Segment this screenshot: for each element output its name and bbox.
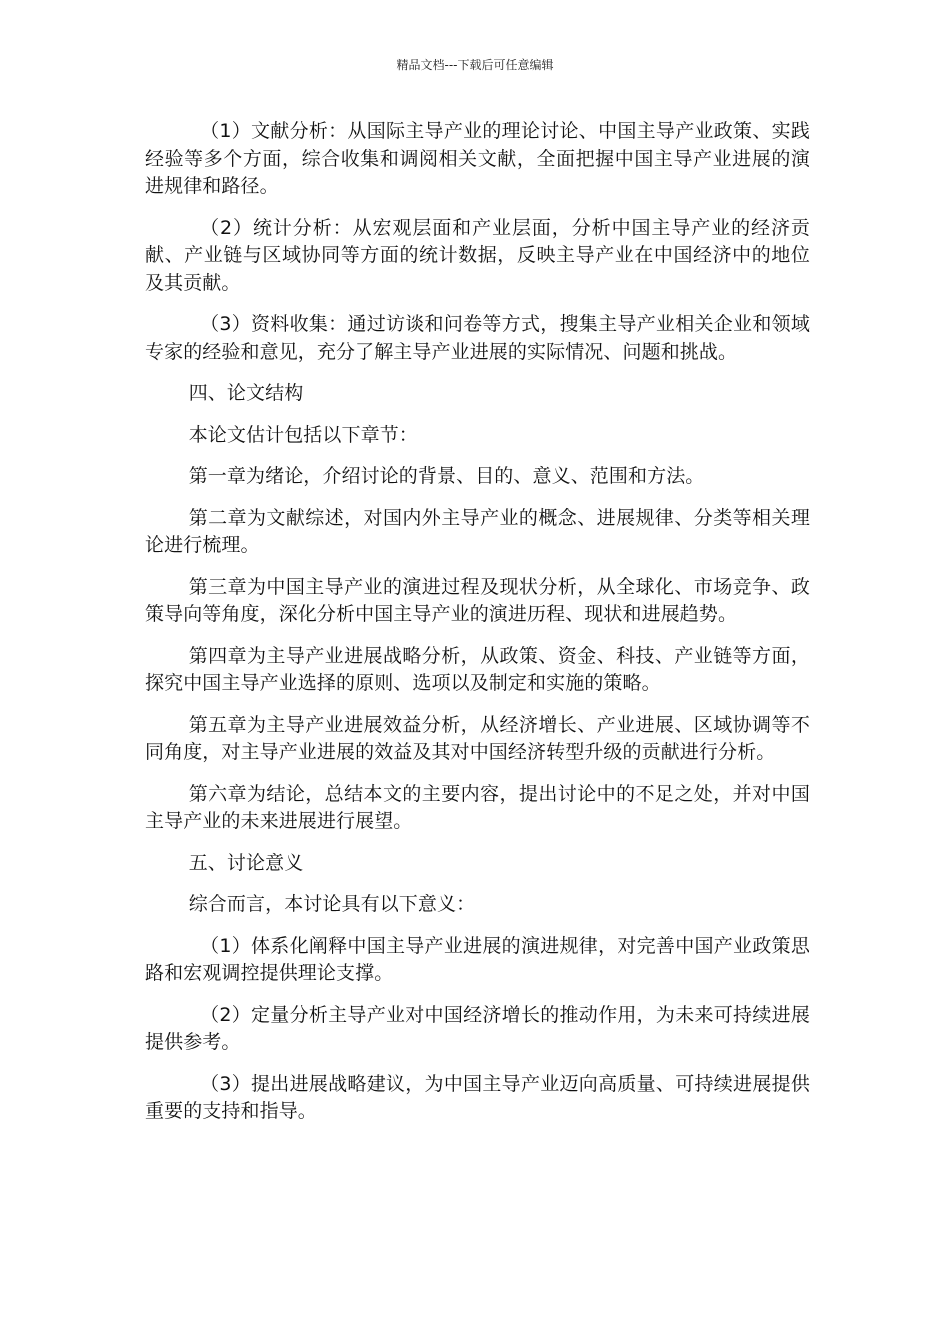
paragraph-significance-3: （3）提出进展战略建议，为中国主导产业迈向高质量、可持续进展提供重要的支持和指导。 — [145, 1072, 810, 1122]
paragraph-chapter-1: 第一章为绪论，介绍讨论的背景、目的、意义、范围和方法。 — [188, 465, 705, 487]
paragraph-chapter-4: 第四章为主导产业进展战略分析，从政策、资金、科技、产业链等方面，探究中国主导产业选择的原则、选项以及制定和实施的策略。 — [145, 644, 810, 694]
document-body — [145, 118, 810, 1140]
paragraph-structure-intro: 本论文估计包括以下章节： — [188, 423, 418, 446]
paragraph-method-data-collection: （3）资料收集：通过访谈和问卷等方式，搜集主导产业相关企业和领域专家的经验和意见，充分了解主导产业进展的实际情况、问题和挑战。 — [145, 313, 810, 363]
paragraph-chapter-3: 第三章为中国主导产业的演进过程及现状分析，从全球化、市场竞争、政策导向等角度，深化分析中国主导产业的演进历程、现状和进展趋势。 — [145, 575, 810, 625]
page-header: 精品文档---下载后可任意编辑 — [396, 58, 554, 72]
section-heading-significance: 五、讨论意义 — [188, 851, 304, 874]
paragraph-significance-1: （1）体系化阐释中国主导产业进展的演进规律，对完善中国产业政策思路和宏观调控提供理论支撑。 — [145, 934, 810, 984]
paragraph-chapter-5: 第五章为主导产业进展效益分析，从经济增长、产业进展、区域协调等不同角度，对主导产业进展的效益及其对中国经济转型升级的贡献进行分析。 — [145, 713, 810, 763]
section-heading-structure: 四、论文结构 — [188, 382, 304, 404]
paragraph-chapter-6: 第六章为结论，总结本文的主要内容，提出讨论中的不足之处，并对中国主导产业的未来进展进行展望。 — [145, 782, 810, 832]
paragraph-significance-2: （2）定量分析主导产业对中国经济增长的推动作用，为未来可持续进展提供参考。 — [145, 1003, 810, 1053]
paragraph-method-statistics: （2）统计分析：从宏观层面和产业层面，分析中国主导产业的经济贡献、产业链与区域协同等方面的统计数据，反映主导产业在中国经济中的地位及其贡献。 — [145, 216, 810, 294]
paragraph-significance-intro: 综合而言，本讨论具有以下意义： — [188, 893, 476, 915]
paragraph-method-literature: （1）文献分析：从国际主导产业的理论讨论、中国主导产业政策、实践经验等多个方面，综合收集和调阅相关文献，全面把握中国主导产业进展的演进规律和路径。 — [145, 120, 810, 197]
paragraph-chapter-2: 第二章为文献综述，对国内外主导产业的概念、进展规律、分类等相关理论进行梳理。 — [145, 506, 810, 556]
